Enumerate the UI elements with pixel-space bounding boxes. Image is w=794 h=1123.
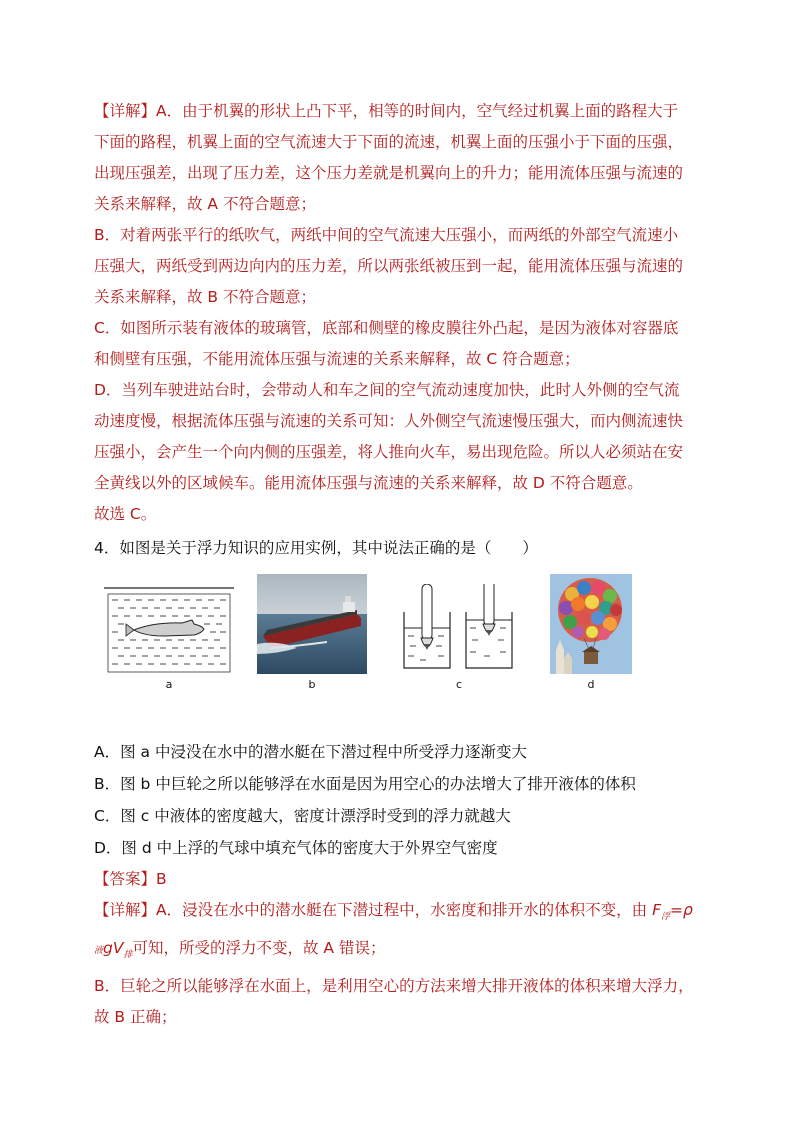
detail-c-line1: C．如图所示装有液体的玻璃管，底部和侧壁的橡皮膜往外凸起，是因为液体对容器底 [94,319,679,337]
detail-a-line1: A．由于机翼的形状上凸下平，相等的时间内，空气经过机翼上面的路程大于 [156,102,679,120]
q4-detail-b [94,971,704,1033]
formula-V: V [112,939,124,957]
answer-tag: 【答案】 [94,870,157,888]
formula-eq-rho: =ρ [670,901,693,919]
detail-paragraph-d [94,375,704,499]
caption-a: a [165,678,173,691]
detail-paragraph-c [94,313,704,375]
detail-d-line1: D．当列车驶进站台时，会带动人和车之间的空气流动速度加快，此时人外侧的空气流 [94,381,680,399]
figure-c-densimeters [394,584,524,674]
formula-V-sub: 排 [123,950,133,960]
detail-a-line2: 下面的路程，机翼上面的空气流速大于下面的流速，机翼上面的压强小于下面的压强， [94,133,684,151]
option-d: D．图 d 中上浮的气球中填充气体的密度大于外界空气密度 [94,839,498,857]
detail-a-line4: 关系来解释，故 A 不符合题意； [94,195,316,213]
detail-paragraph-b [94,220,704,313]
q4-detail-tag: 【详解】 [94,901,157,919]
detail-c-line2: 和侧壁有压强，不能用流体压强与流速的关系来解释，故 C 符合题意； [94,350,580,368]
q4-detail-a-line2: 可知，所受的浮力不变，故 A 错误； [132,939,386,957]
detail-d-line4: 全黄线以外的区域候车。能用流体压强与流速的关系来解释，故 D 不符合题意。 [94,474,643,492]
detail-paragraph-a [94,96,704,220]
formula-F: F [652,901,661,919]
answer-value: B [156,870,167,888]
q4-detail-b-line1: B．巨轮之所以能够浮在水面上，是利用空心的方法来增大排开液体的体积来增大浮力， [94,977,694,995]
figure-b-ship-photo [257,574,367,674]
detail-d-line2: 动速度慢，根据流体压强与流速的关系可知：人外侧空气流速慢压强大，而内侧流速快 [94,412,684,430]
figure-d-balloon-photo [550,574,632,674]
formula-g: g [103,939,113,957]
answer-line [94,864,704,895]
figure-a-submarine [104,586,234,674]
formula-rho-sub: 液 [94,946,104,956]
q4-detail-a [94,895,704,971]
detail-b-line2: 压强大，两纸受到两边向内的压力差，所以两张纸被压到一起，能用流体压强与流速的 [94,257,684,275]
caption-b: b [308,678,316,691]
option-c: C．图 c 中液体的密度越大，密度计漂浮时受到的浮力就越大 [94,807,511,825]
q4-detail-a-line1: A．浸没在水中的潜水艇在下潜过程中，水密度和排开水的体积不变，由 [156,901,653,919]
option-a: A．图 a 中浸没在水中的潜水艇在下潜过程中所受浮力逐渐变大 [94,743,527,761]
question-4-stem: 4．如图是关于浮力知识的应用实例，其中说法正确的是（ ） [94,539,538,557]
detail-tag: 【详解】 [94,102,157,120]
document-page [94,96,704,1033]
caption-c: c [455,678,463,691]
detail-b-line3: 关系来解释，故 B 不符合题意； [94,288,316,306]
detail-d-line3: 压强小，会产生一个向内侧的压强差，将人推向火车，易出现危险。所以人必须站在安 [94,443,684,461]
caption-d: d [587,678,595,691]
question-4-figures [94,574,704,724]
conclusion: 故选 C。 [94,505,157,523]
option-b: B．图 b 中巨轮之所以能够浮在水面是因为用空心的办法增大了排开液体的体积 [94,775,636,793]
detail-b-line1: B．对着两张平行的纸吹气，两纸中间的空气流速大压强小，而两纸的外部空气流速小 [94,226,679,244]
detail-a-line3: 出现压强差，出现了压力差，这个压力差就是机翼向上的升力；能用流体压强与流速的 [94,164,684,182]
formula-F-sub: 浮 [660,912,670,922]
q4-detail-b-line2: 故 B 正确； [94,1008,177,1026]
